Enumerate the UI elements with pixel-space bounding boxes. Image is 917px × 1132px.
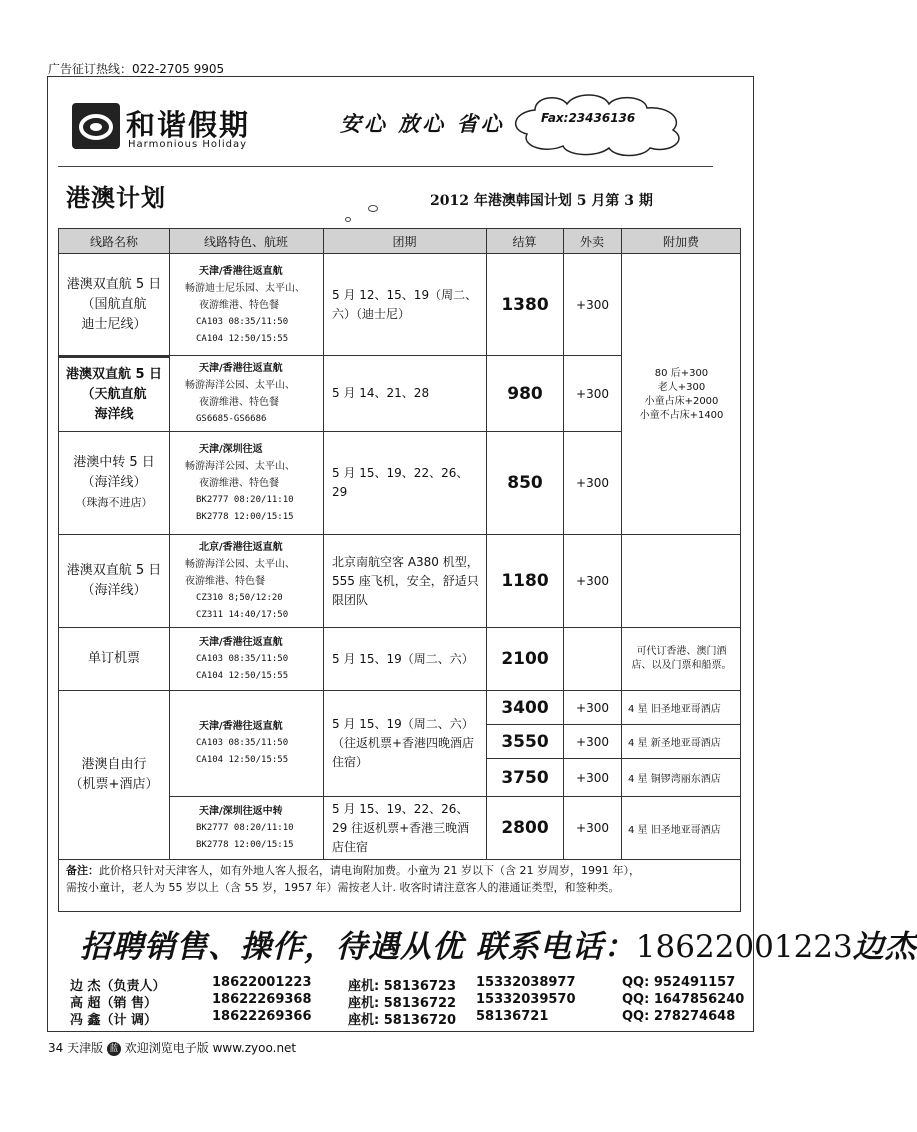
th-surcharge: 附加费 bbox=[662, 235, 699, 249]
contact-mobile: 18622001223 bbox=[212, 975, 312, 990]
ad-hotline: 广告征订热线：022-2705 9905 bbox=[48, 62, 225, 76]
contact-qq: QQ: 952491157 bbox=[622, 975, 736, 990]
contact-qq: QQ: 1647856240 bbox=[622, 992, 745, 1007]
option-sell: +300 bbox=[576, 734, 609, 749]
fax-number: Fax:23436136 bbox=[541, 111, 636, 125]
contact-seat2: 15332039570 bbox=[476, 992, 576, 1007]
feature-line: 天津/香港往返直航 bbox=[199, 636, 283, 648]
table-row-features bbox=[170, 535, 323, 627]
option-price: 3750 bbox=[501, 767, 549, 788]
route-line: 单订机票 bbox=[87, 651, 140, 666]
recruit-name: 边杰 bbox=[852, 929, 917, 965]
feature-line: 北京/香港往返直航 bbox=[199, 541, 283, 553]
remark-note bbox=[66, 862, 736, 896]
flight-line: CA103 08:35/11:50 bbox=[196, 653, 289, 664]
remark-line: 此价格只针对天津客人，如有外地人客人报名，请电询附加费。小童为 21 岁以下（含 21 岁周岁，1991 年）， bbox=[99, 864, 640, 877]
price-table bbox=[58, 228, 741, 912]
table-row-price: 980 bbox=[507, 383, 543, 404]
table-row-dates: 5 月 14、21、28 bbox=[332, 386, 430, 400]
surcharge-cell bbox=[622, 255, 741, 534]
flight-line: CZ311 14:40/17:50 bbox=[196, 609, 289, 620]
contact-seat2: 58136721 bbox=[476, 1009, 549, 1024]
footer-text: 欢迎浏览电子版 bbox=[124, 1041, 209, 1055]
decor-bubble bbox=[345, 217, 351, 222]
contact-name: 冯 鑫（计 调） bbox=[70, 1013, 158, 1028]
table-row-extra: 可代订香港、澳门酒店、以及门票和船票。 bbox=[631, 646, 732, 671]
surcharge-line: 小童占床+2000 bbox=[644, 395, 719, 407]
route-line: （国航直航 bbox=[81, 297, 147, 312]
contact-name: 边 杰（负责人） bbox=[70, 979, 166, 994]
route-line: （天航直航 bbox=[81, 386, 147, 402]
footer-url[interactable]: www.zyoo.net bbox=[212, 1041, 297, 1055]
option-sell: +300 bbox=[576, 700, 609, 715]
table-row-dates: 5 月 12、15、19（周二、六）（迪士尼） bbox=[332, 288, 478, 321]
table-row-features bbox=[170, 691, 323, 796]
table-row-dates: 北京南航空客 A380 机型，555 座飞机，安全，舒适只限团队 bbox=[332, 554, 479, 607]
route-line: 港澳双直航 5 日 bbox=[66, 277, 162, 292]
flight-line: CZ310 8;50/12:20 bbox=[196, 592, 283, 603]
brand-logo-icon bbox=[72, 103, 120, 149]
table-row-route bbox=[59, 255, 169, 355]
flight-line: BK2777 08:20/11:10 bbox=[196, 494, 294, 505]
feature-line: 畅游海洋公园、太平山、 bbox=[185, 558, 295, 570]
option-sell: +300 bbox=[576, 770, 609, 785]
contact-seat: 座机: 58136720 bbox=[348, 1013, 457, 1028]
feature-line: 夜游维港、特色餐 bbox=[199, 396, 279, 408]
option-hotel: 4 星 旧圣地亚哥酒店 bbox=[628, 824, 721, 836]
contact-seat: 座机: 58136723 bbox=[348, 979, 457, 994]
recruit-banner bbox=[80, 921, 917, 966]
th-dates: 团期 bbox=[392, 235, 417, 249]
table-row-price: 1180 bbox=[501, 571, 549, 591]
surcharge-line: 80 后+300 bbox=[654, 367, 709, 379]
route-line: （海洋线） bbox=[81, 583, 147, 598]
option-hotel: 4 星 铜锣湾丽东酒店 bbox=[628, 774, 721, 785]
flight-line: CA104 12:50/15:55 bbox=[196, 755, 289, 765]
contact-seat: 座机: 58136722 bbox=[348, 996, 457, 1011]
flight-line: CA103 08:35/11:50 bbox=[196, 316, 289, 327]
route-line: 港澳双直航 5 日 bbox=[65, 366, 163, 382]
table-row-features bbox=[170, 797, 323, 859]
feature-line: 天津/深圳往返 bbox=[199, 443, 263, 455]
feature-line: 夜游维港、特色餐 bbox=[199, 299, 279, 311]
feature-line: 天津/深圳往返中转 bbox=[199, 805, 283, 817]
table-row-price: 850 bbox=[507, 473, 543, 493]
option-hotel: 4 星 旧圣地亚哥酒店 bbox=[628, 704, 721, 715]
th-route: 线路名称 bbox=[89, 235, 138, 249]
header-divider bbox=[58, 166, 713, 167]
decor-bubble bbox=[368, 205, 378, 212]
remark-label: 备注： bbox=[66, 864, 99, 877]
table-row-features bbox=[170, 628, 323, 690]
surcharge-line: 小童不占床+1400 bbox=[639, 409, 724, 421]
flight-line: BK2777 08:20/11:10 bbox=[196, 822, 294, 833]
feature-line: 畅游海洋公园、太平山、 bbox=[185, 379, 295, 391]
flight-line: CA103 08:35/11:50 bbox=[196, 738, 289, 748]
route-line: （机票+酒店） bbox=[69, 777, 159, 792]
contact-mobile: 18622269366 bbox=[212, 1009, 312, 1024]
route-line: 海洋线 bbox=[94, 406, 134, 422]
section-title: 港澳计划 bbox=[66, 184, 166, 212]
feature-line: 天津/香港往返直航 bbox=[199, 362, 283, 374]
option-price: 3400 bbox=[501, 697, 549, 718]
feature-line: 天津/香港往返直航 bbox=[199, 721, 283, 732]
route-line: 港澳双直航 5 日 bbox=[66, 563, 162, 578]
option-sell: +300 bbox=[576, 821, 609, 835]
table-row-route bbox=[59, 358, 169, 431]
table-row-sell: +300 bbox=[576, 386, 609, 401]
route-line: 港澳自由行 bbox=[81, 757, 147, 772]
route-line: （珠海不进店） bbox=[75, 496, 153, 509]
remark-line: 需按小童计，老人为 55 岁以上（含 55 岁，1957 年）需按老人计. 收客时请注意客人的港通证类型，和签种类。 bbox=[66, 881, 620, 894]
table-row-route bbox=[59, 628, 169, 690]
feature-line: 天津/香港往返直航 bbox=[199, 265, 283, 277]
table-row-features bbox=[170, 356, 323, 431]
route-line: 港澳中转 5 日 bbox=[73, 455, 155, 470]
page-footer bbox=[48, 1039, 296, 1056]
table-row-dates: 5 月 15、19（周二、六）（往返机票+香港四晚酒店住宿） bbox=[332, 717, 475, 769]
brand-slogan: 安心 放心 省心 bbox=[340, 112, 505, 136]
recruit-phone: 18622001223 bbox=[635, 929, 853, 965]
table-row-route bbox=[59, 535, 169, 627]
table-row-dates: 5 月 15、19、22、26、29 往返机票+香港三晚酒店住宿 bbox=[332, 801, 470, 854]
th-features: 线路特色、航班 bbox=[203, 235, 288, 249]
th-sell: 外卖 bbox=[579, 235, 604, 249]
table-row-route bbox=[59, 432, 169, 534]
recruit-text: 招聘销售、操作，待遇从优 联系电话： bbox=[80, 929, 636, 965]
contact-seat2: 15332038977 bbox=[476, 975, 576, 990]
feature-line: 畅游迪士尼乐园、太平山、 bbox=[185, 282, 305, 294]
table-row-sell bbox=[564, 628, 621, 690]
surcharge-line: 老人+300 bbox=[657, 381, 706, 393]
th-price: 结算 bbox=[512, 235, 537, 249]
edition-badge: 蓝 bbox=[107, 1042, 121, 1056]
option-hotel: 4 星 新圣地亚哥酒店 bbox=[628, 738, 721, 749]
feature-line: 畅游海洋公园、太平山、 bbox=[185, 460, 295, 472]
page-number: 34 天津版 bbox=[48, 1041, 104, 1055]
table-row-dates: 5 月 15、19、22、26、29 bbox=[332, 466, 469, 499]
table-row-price: 1380 bbox=[501, 295, 549, 315]
flight-line: CA104 12:50/15:55 bbox=[196, 333, 289, 344]
table-row-route bbox=[59, 691, 169, 859]
table-row-sell: +300 bbox=[576, 574, 609, 588]
table-row-features bbox=[170, 255, 323, 355]
feature-line: 夜游维港、特色餐 bbox=[199, 477, 279, 489]
brand-name: 和谐假期 bbox=[126, 108, 251, 142]
brand-name-en: Harmonious Holiday bbox=[128, 139, 247, 150]
table-row-sell: +300 bbox=[576, 298, 609, 312]
flight-line: BK2778 12:00/15:15 bbox=[196, 839, 294, 850]
table-row-features bbox=[170, 432, 323, 534]
contact-mobile: 18622269368 bbox=[212, 992, 312, 1007]
cloud-icon bbox=[505, 90, 695, 160]
plan-title: 2012 年港澳韩国计划 5 月第 3 期 bbox=[430, 193, 653, 209]
table-row-sell: +300 bbox=[576, 476, 609, 490]
option-price: 3550 bbox=[501, 731, 549, 752]
flight-line: GS6685-GS6686 bbox=[196, 413, 267, 424]
feature-line: 夜游维港、特色餐 bbox=[185, 575, 265, 587]
table-row-price: 2100 bbox=[501, 649, 549, 669]
contact-qq: QQ: 278274648 bbox=[622, 1009, 736, 1024]
route-line: （海洋线） bbox=[81, 475, 147, 490]
contact-name: 高 超（销 售） bbox=[70, 996, 158, 1011]
option-price: 2800 bbox=[501, 818, 549, 838]
route-line: 迪士尼线） bbox=[81, 317, 147, 332]
flight-line: CA104 12:50/15:55 bbox=[196, 670, 289, 681]
table-row-dates: 5 月 15、19（周二、六） bbox=[332, 651, 474, 666]
flight-line: BK2778 12:00/15:15 bbox=[196, 511, 294, 522]
